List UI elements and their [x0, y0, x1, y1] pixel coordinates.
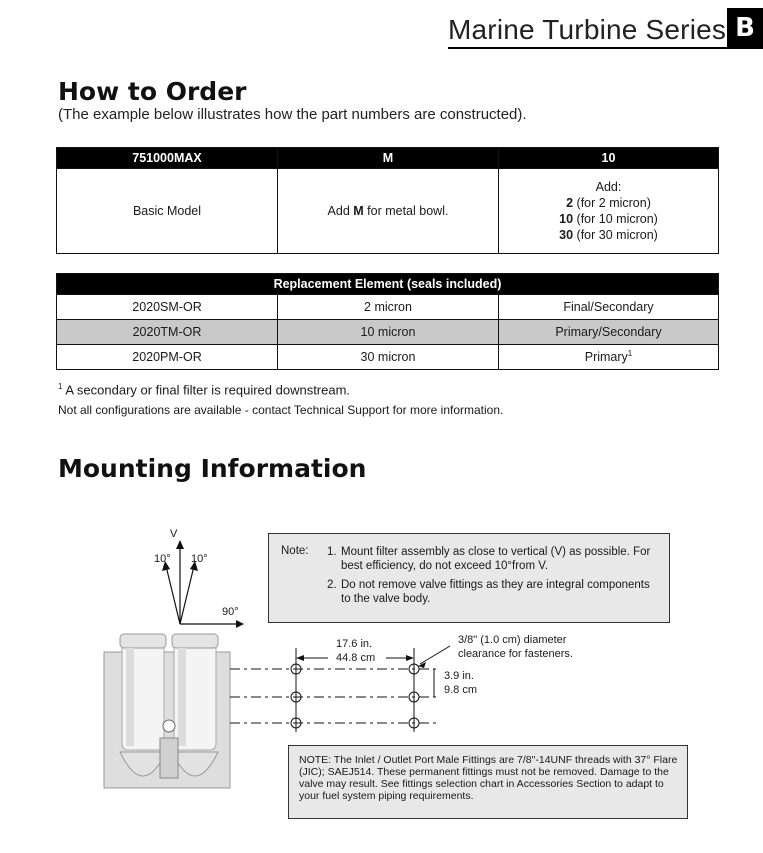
- replacement-header: Replacement Element (seals included): [57, 274, 719, 295]
- basic-model-cell: Basic Model: [57, 169, 278, 254]
- width-in: 17.6 in.: [336, 638, 373, 650]
- micron-rating: 10 micron: [278, 320, 499, 345]
- micron-title: Add:: [595, 180, 622, 194]
- note-text: Do not remove valve fittings as they are integral components to the valve body.: [341, 579, 650, 605]
- mounting-heading: Mounting Information: [58, 454, 367, 483]
- hole-line-1: 3/8" (1.0 cm) diameter: [458, 634, 567, 646]
- filter-assembly: [104, 634, 230, 788]
- micron-rating: 2 micron: [278, 295, 499, 320]
- part-number: 2020SM-OR: [57, 295, 278, 320]
- micron-text: (for 30 micron): [573, 228, 658, 242]
- order-heading: How to Order: [58, 77, 247, 106]
- metal-letter: M: [353, 204, 364, 218]
- note-number: 1.: [327, 546, 337, 558]
- fitting-note: NOTE: The Inlet / Outlet Port Male Fittings are 7/8"-14UNF threads with 37° Flare (JIC); SAEJ514. These permanent fittings must not be removed. Damage to the valve may result. See fittings selection chart in Accessories Section to adapt to your fuel system piping requirements.: [299, 754, 678, 802]
- mount-note-box: [268, 533, 670, 623]
- filter-stage: Primary/Secondary: [499, 320, 719, 345]
- note-text: Mount filter assembly as close to vertical (V) as possible. For best efficiency, do not exceed 10°from V.: [341, 546, 651, 572]
- col-model: 751000MAX: [57, 148, 278, 169]
- width-cm: 44.8 cm: [336, 652, 376, 664]
- left-angle-label: 10°: [154, 553, 171, 565]
- part-number: 2020TM-OR: [57, 320, 278, 345]
- col-micron: 10: [499, 148, 719, 169]
- right-angle-label: 10°: [191, 553, 208, 565]
- footnote-text: A secondary or final filter is required downstream.: [62, 382, 351, 398]
- metal-prefix: Add: [327, 204, 354, 218]
- micron-rating: 30 micron: [278, 345, 499, 370]
- footnote-mark: 1: [58, 382, 63, 391]
- fitting-note-box: [288, 745, 688, 819]
- spacing-in: 3.9 in.: [444, 670, 474, 682]
- note-label: Note:: [281, 545, 309, 557]
- col-bowl: M: [278, 148, 499, 169]
- series-title: Marine Turbine Series: [448, 14, 727, 45]
- metal-suffix: for metal bowl.: [363, 204, 449, 218]
- micron-text: (for 10 micron): [573, 212, 658, 226]
- spacing-cm: 9.8 cm: [444, 684, 478, 696]
- filter-stage: Final/Secondary: [499, 295, 719, 320]
- micron-code: 2: [566, 196, 574, 210]
- micron-code: 30: [559, 228, 574, 242]
- footnote-ref: 1: [627, 349, 633, 359]
- part-number: 2020PM-OR: [57, 345, 278, 370]
- micron-code: 10: [559, 212, 574, 226]
- micron-text: (for 2 micron): [573, 196, 651, 210]
- section-tab: B: [727, 8, 763, 48]
- note-number: 2.: [327, 579, 337, 591]
- hole-line-2: clearance for fasteners.: [458, 648, 573, 660]
- order-subtitle: (The example below illustrates how the part numbers are constructed).: [58, 106, 527, 123]
- stage-text: Primary: [584, 350, 628, 365]
- ninety-label: 90°: [222, 606, 239, 618]
- v-label: V: [170, 528, 178, 540]
- config-note: Not all configurations are available - contact Technical Support for more information.: [58, 403, 504, 417]
